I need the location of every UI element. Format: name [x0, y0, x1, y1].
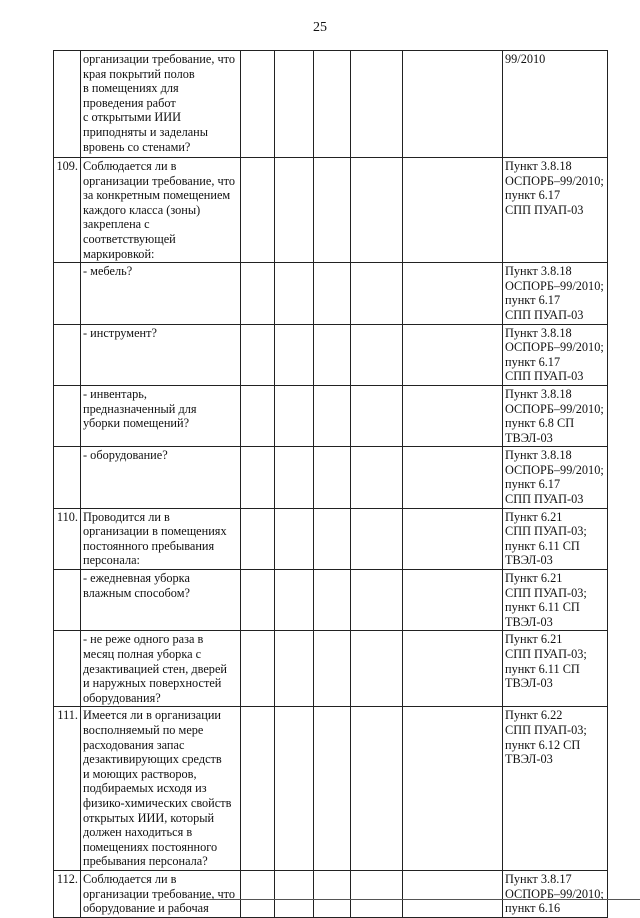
- row-number: 109.: [54, 158, 81, 263]
- answer-cell: [403, 158, 503, 263]
- answer-cell: [314, 324, 351, 385]
- answer-cell: [351, 385, 403, 446]
- row-number: [54, 570, 81, 631]
- question-cell: Проводится ли в организации в помещениях постоянного пребывания персонала:: [81, 508, 241, 569]
- answer-cell: [241, 508, 275, 569]
- question-cell: Соблюдается ли в организации требование, что оборудование и рабочая: [81, 870, 241, 917]
- question-cell: Имеется ли в организации восполняемый по мере расходования запас дезактивирующих средств и моющих растворов, подбираемых исходя из физико-химических свойств открытых ИИИ, который должен находиться в помещениях постоянного пребывания персонала?: [81, 707, 241, 871]
- reference-cell: Пункт 6.22 СПП ПУАП-03; пункт 6.12 СП ТВЭЛ-03: [503, 707, 608, 871]
- answer-cell: [403, 324, 503, 385]
- checklist-table: [53, 50, 608, 918]
- table-row: [54, 631, 608, 707]
- answer-cell: [275, 51, 314, 158]
- question-cell: - ежедневная уборка влажным способом?: [81, 570, 241, 631]
- bottom-rule: [200, 899, 640, 900]
- answer-cell: [275, 263, 314, 324]
- answer-cell: [275, 570, 314, 631]
- answer-cell: [275, 870, 314, 917]
- answer-cell: [351, 51, 403, 158]
- row-number: [54, 51, 81, 158]
- answer-cell: [275, 707, 314, 871]
- table-row: [54, 158, 608, 263]
- answer-cell: [314, 447, 351, 508]
- answer-cell: [314, 263, 351, 324]
- question-cell: Соблюдается ли в организации требование, что за конкретным помещением каждого класса (зоны) закреплена с соответствующей маркировкой:: [81, 158, 241, 263]
- reference-cell: Пункт 3.8.17 ОСПОРБ–99/2010; пункт 6.16: [503, 870, 608, 917]
- reference-cell: Пункт 3.8.18 ОСПОРБ–99/2010; пункт 6.17 СПП ПУАП-03: [503, 158, 608, 263]
- question-cell: - мебель?: [81, 263, 241, 324]
- page-number: 25: [313, 20, 327, 35]
- answer-cell: [403, 570, 503, 631]
- row-number: [54, 447, 81, 508]
- answer-cell: [351, 263, 403, 324]
- answer-cell: [275, 508, 314, 569]
- question-cell: организации требование, что края покрытий полов в помещениях для проведения работ с открытыми ИИИ приподняты и заделаны вровень со стенами?: [81, 51, 241, 158]
- row-number: 111.: [54, 707, 81, 871]
- row-number: 112.: [54, 870, 81, 917]
- answer-cell: [275, 631, 314, 707]
- table-row: [54, 324, 608, 385]
- answer-cell: [241, 263, 275, 324]
- answer-cell: [351, 570, 403, 631]
- answer-cell: [275, 385, 314, 446]
- reference-cell: Пункт 3.8.18 ОСПОРБ–99/2010; пункт 6.8 СП ТВЭЛ-03: [503, 385, 608, 446]
- row-number: [54, 385, 81, 446]
- answer-cell: [275, 324, 314, 385]
- row-number: 110.: [54, 508, 81, 569]
- answer-cell: [241, 385, 275, 446]
- answer-cell: [314, 631, 351, 707]
- answer-cell: [314, 870, 351, 917]
- answer-cell: [241, 707, 275, 871]
- reference-cell: Пункт 3.8.18 ОСПОРБ–99/2010; пункт 6.17 СПП ПУАП-03: [503, 263, 608, 324]
- answer-cell: [403, 707, 503, 871]
- answer-cell: [241, 631, 275, 707]
- answer-cell: [351, 324, 403, 385]
- answer-cell: [351, 508, 403, 569]
- answer-cell: [351, 447, 403, 508]
- answer-cell: [403, 385, 503, 446]
- answer-cell: [314, 385, 351, 446]
- answer-cell: [403, 263, 503, 324]
- answer-cell: [351, 870, 403, 917]
- reference-cell: Пункт 6.21 СПП ПУАП-03; пункт 6.11 СП ТВЭЛ-03: [503, 508, 608, 569]
- answer-cell: [314, 707, 351, 871]
- question-cell: - инвентарь, предназначенный для уборки помещений?: [81, 385, 241, 446]
- answer-cell: [351, 707, 403, 871]
- reference-cell: Пункт 3.8.18 ОСПОРБ–99/2010; пункт 6.17 СПП ПУАП-03: [503, 447, 608, 508]
- answer-cell: [241, 324, 275, 385]
- answer-cell: [403, 508, 503, 569]
- table-row: [54, 447, 608, 508]
- answer-cell: [351, 631, 403, 707]
- answer-cell: [314, 158, 351, 263]
- table-row: [54, 385, 608, 446]
- question-cell: - не реже одного раза в месяц полная уборка с дезактивацией стен, дверей и наружных поверхностей оборудования?: [81, 631, 241, 707]
- answer-cell: [403, 631, 503, 707]
- reference-cell: Пункт 3.8.18 ОСПОРБ–99/2010; пункт 6.17 СПП ПУАП-03: [503, 324, 608, 385]
- row-number: [54, 324, 81, 385]
- row-number: [54, 263, 81, 324]
- row-number: [54, 631, 81, 707]
- answer-cell: [403, 447, 503, 508]
- answer-cell: [314, 51, 351, 158]
- answer-cell: [403, 51, 503, 158]
- answer-cell: [275, 158, 314, 263]
- answer-cell: [403, 870, 503, 917]
- question-cell: - оборудование?: [81, 447, 241, 508]
- answer-cell: [275, 447, 314, 508]
- reference-cell: Пункт 6.21 СПП ПУАП-03; пункт 6.11 СП ТВЭЛ-03: [503, 631, 608, 707]
- answer-cell: [241, 570, 275, 631]
- answer-cell: [241, 51, 275, 158]
- table-row: [54, 570, 608, 631]
- answer-cell: [241, 870, 275, 917]
- table-row: [54, 508, 608, 569]
- table-row: [54, 51, 608, 158]
- reference-cell: Пункт 6.21 СПП ПУАП-03; пункт 6.11 СП ТВЭЛ-03: [503, 570, 608, 631]
- answer-cell: [314, 508, 351, 569]
- reference-cell: 99/2010: [503, 51, 608, 158]
- table-row: [54, 870, 608, 917]
- table-row: [54, 263, 608, 324]
- table-row: [54, 707, 608, 871]
- question-cell: - инструмент?: [81, 324, 241, 385]
- answer-cell: [241, 158, 275, 263]
- answer-cell: [241, 447, 275, 508]
- answer-cell: [314, 570, 351, 631]
- answer-cell: [351, 158, 403, 263]
